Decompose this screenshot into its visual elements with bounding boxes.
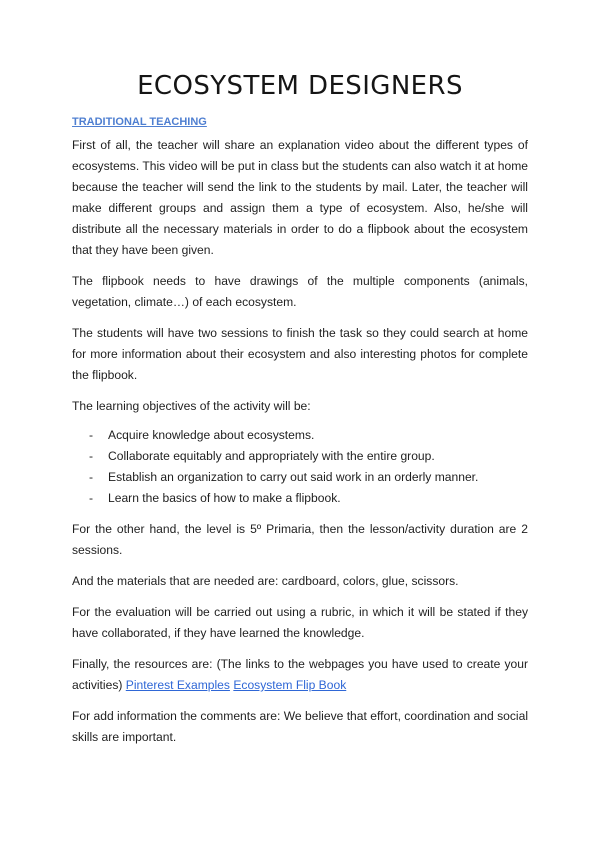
section-heading-traditional-teaching: TRADITIONAL TEACHING [72, 116, 207, 128]
bullet-dash: - [89, 470, 94, 484]
list-item [72, 446, 528, 467]
objective-text: Collaborate equitably and appropriately with the entire group. [108, 449, 435, 463]
document-page [72, 64, 528, 748]
bullet-dash: - [89, 428, 94, 442]
paragraph-flipbook: The flipbook needs to have drawings of the multiple components (animals, vegetation, climate…) of each ecosystem. [72, 274, 528, 309]
bullet-dash: - [89, 449, 94, 463]
paragraph-resources [72, 654, 528, 696]
objectives-list [72, 425, 528, 509]
paragraph-sessions: The students will have two sessions to finish the task so they could search at home for more information about their ecosystem and also interesting photos for complete the flipbook. [72, 326, 528, 382]
list-item [72, 488, 528, 509]
paragraph-materials: And the materials that are needed are: cardboard, colors, glue, scissors. [72, 574, 459, 588]
objective-text: Acquire knowledge about ecosystems. [108, 428, 315, 442]
ecosystem-flip-book-link[interactable]: Ecosystem Flip Book [233, 678, 347, 692]
list-item [72, 467, 528, 488]
paragraph-intro: First of all, the teacher will share an explanation video about the different types of ecosystems. This video will be put in class but the students can also watch it at home because the teacher will send the link to the students by mail. Later, the teacher will make different groups and assign them a type of ecosystem. Also, he/she will distribute all the necessary materials in order to do a flipbook about the ecosystem that they have been given. [72, 138, 528, 257]
paragraph-evaluation: For the evaluation will be carried out using a rubric, in which it will be stated if they have collaborated, if they have learned the knowledge. [72, 605, 528, 640]
list-item [72, 425, 528, 446]
pinterest-examples-link[interactable]: Pinterest Examples [125, 678, 230, 692]
paragraph-comments: For add information the comments are: We believe that effort, coordination and social skills are important. [72, 709, 529, 744]
objective-text: Learn the basics of how to make a flipbook. [108, 491, 341, 505]
objective-text: Establish an organization to carry out said work in an orderly manner. [108, 470, 479, 484]
resources-text: Finally, the resources are: (The links to the webpages you have used to create your activities) [72, 657, 528, 692]
paragraph-level: For the other hand, the level is 5º Primaria, then the lesson/activity duration are 2 sessions. [72, 522, 528, 557]
document-title: ECOSYSTEM DESIGNERS [137, 71, 463, 101]
paragraph-objectives-intro: The learning objectives of the activity will be: [72, 399, 311, 413]
bullet-dash: - [89, 491, 94, 505]
